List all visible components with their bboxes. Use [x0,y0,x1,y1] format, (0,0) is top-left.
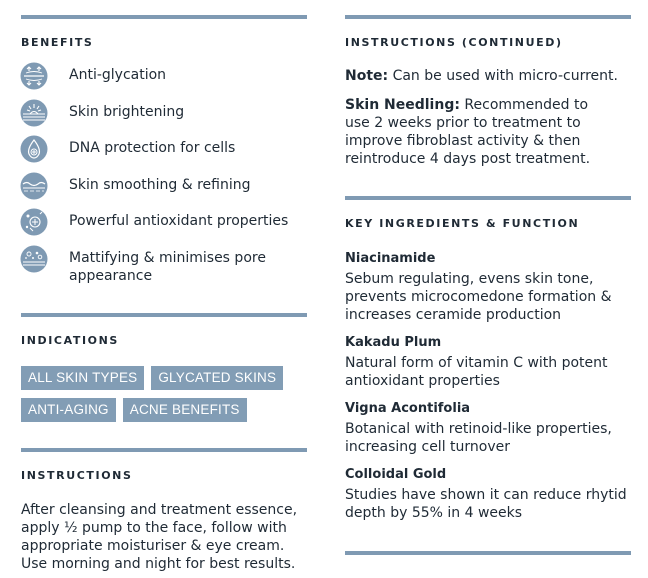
ingredient-name: Vigna Acontifolia [345,401,471,416]
indication-tag: ALL SKIN TYPES [21,366,144,390]
benefit-label: Skin brightening [69,103,185,120]
note-paragraph [345,67,635,85]
note-label: Note: [345,68,389,84]
indications-heading: INDICATIONS [21,334,119,347]
ingredient-item [345,400,635,456]
section-divider [345,551,631,555]
ingredient-name: Colloidal Gold [345,467,447,482]
section-divider [345,196,631,200]
section-divider [21,448,307,452]
section-divider [21,15,307,19]
instructions-heading: INSTRUCTIONS [21,469,133,482]
antioxidant-icon [20,208,48,236]
mattifying-icon [20,245,48,273]
benefit-item [20,135,310,172]
benefit-item [20,62,310,99]
ingredient-description: Botanical with retinoid-like properties, increasing cell turnover [345,421,612,455]
dna-protection-icon [20,135,48,163]
benefits-list [20,62,310,284]
benefit-item [20,99,310,136]
benefit-label: Powerful antioxidant properties [69,213,289,229]
ingredient-description: Sebum regulating, evens skin tone, prevents microcomedone formation & increases ceramide production [345,271,612,323]
benefit-item [20,208,310,245]
key-ingredients-heading: KEY INGREDIENTS & FUNCTION [345,217,580,230]
benefits-heading: BENEFITS [21,36,94,49]
benefit-item [20,172,310,209]
section-divider [345,15,631,19]
instructions-continued-heading: INSTRUCTIONS (CONTINUED) [345,36,563,49]
benefit-label: DNA protection for cells [69,140,236,156]
indication-tag: GLYCATED SKINS [151,366,283,390]
smoothing-icon [20,172,48,200]
needling-text: Recommended to use 2 weeks prior to treatment to improve fibroblast activity & then reintroduce 4 days post treatment. [345,97,591,167]
indication-tags [21,366,311,430]
needling-paragraph [345,96,615,168]
ingredient-item [345,466,635,522]
benefit-item [20,245,310,282]
benefit-label: Anti-glycation [69,67,167,83]
anti-glycation-icon [20,62,48,90]
ingredient-description: Natural form of vitamin C with potent antioxidant properties [345,355,608,389]
benefit-label: Mattifying & minimises pore appearance [69,249,266,284]
ingredient-item [345,250,635,324]
ingredient-name: Niacinamide [345,251,436,266]
brightening-icon [20,99,48,127]
section-divider [21,313,307,317]
needling-label: Skin Needling: [345,97,460,113]
ingredient-description: Studies have shown it can reduce rhytid depth by 55% in 4 weeks [345,487,627,521]
indication-tag: ANTI-AGING [21,398,116,422]
ingredient-name: Kakadu Plum [345,335,442,350]
benefit-label: Skin smoothing & refining [69,176,251,193]
ingredient-item [345,334,635,390]
ingredients-list [345,250,635,532]
note-text: Can be used with micro-current. [388,68,618,84]
instructions-text: After cleansing and treatment essence, apply ½ pump to the face, follow with appropriate moisturiser & eye cream. Use morning and night for best results. [21,502,298,572]
indication-tag: ACNE BENEFITS [123,398,247,422]
